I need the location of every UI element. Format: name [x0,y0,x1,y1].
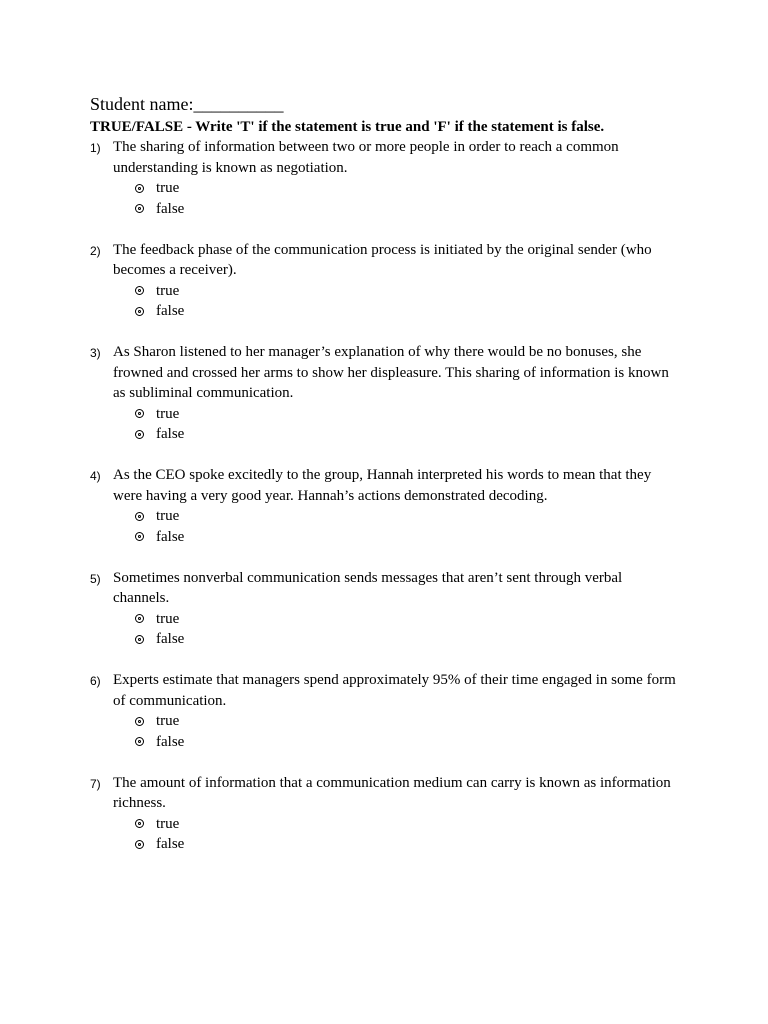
answer-option-true[interactable] [135,178,690,199]
answer-option-false[interactable] [135,629,690,650]
answer-option-label: false [156,631,185,647]
answer-option-label: true [156,713,180,729]
question-text: Experts estimate that managers spend approximately 95% of their time engaged in some form of communication. [113,672,676,709]
question-item [90,670,690,752]
radio-icon[interactable] [135,184,144,193]
answer-option-true[interactable] [135,404,690,425]
question-text: The amount of information that a communication medium can carry is known as information richness. [113,774,671,811]
answer-option-false[interactable] [135,301,690,322]
radio-icon[interactable] [135,840,144,849]
answer-option-label: true [156,815,180,832]
question-number: 4) [90,469,101,483]
answer-option-label: false [156,836,185,852]
answer-option-label: true [156,282,180,299]
radio-icon[interactable] [135,819,144,828]
radio-icon[interactable] [135,204,144,213]
answer-options [113,814,690,855]
question-number: 3) [90,346,101,360]
answer-option-label: false [156,200,185,217]
answer-options [113,281,690,322]
question-item [90,342,690,445]
answer-option-false[interactable] [135,527,690,548]
answer-option-label: false [156,733,185,750]
answer-option-true[interactable] [135,711,690,732]
question-number: 7) [90,776,101,791]
radio-icon[interactable] [135,430,144,439]
answer-option-false[interactable] [135,199,690,220]
radio-icon[interactable] [135,512,144,521]
radio-icon[interactable] [135,532,144,541]
radio-icon[interactable] [135,307,144,316]
radio-icon[interactable] [135,737,144,746]
question-item [90,568,690,650]
question-text: As Sharon listened to her manager’s explanation of why there would be no bonuses, she frowned and crossed her arms to show her displeasure. This sharing of information is known as subliminal communication. [113,344,669,401]
student-name-label: Student name:__________ [90,94,284,114]
instructions: TRUE/FALSE - Write 'T' if the statement is true and 'F' if the statement is false. [90,119,605,135]
answer-options [113,711,690,752]
radio-icon[interactable] [135,717,144,726]
question-item [90,137,690,219]
question-item [90,465,690,547]
question-item [90,240,690,322]
answer-option-false[interactable] [135,732,690,753]
answer-options [113,506,690,547]
radio-icon[interactable] [135,635,144,644]
answer-option-label: true [156,405,180,422]
radio-icon[interactable] [135,409,144,418]
question-text: The sharing of information between two or more people in order to reach a common understanding is known as negotiation. [113,139,619,176]
answer-options [113,609,690,650]
answer-options [113,178,690,219]
answer-option-false[interactable] [135,834,690,855]
answer-option-label: true [156,180,180,196]
question-text: The feedback phase of the communication process is initiated by the original sender (who becomes a receiver). [113,241,652,278]
answer-option-label: false [156,426,185,442]
radio-icon[interactable] [135,614,144,623]
question-number: 5) [90,571,101,586]
answer-option-true[interactable] [135,814,690,835]
answer-options [113,404,690,445]
answer-option-label: false [156,303,185,319]
answer-option-false[interactable] [135,424,690,445]
question-number: 6) [90,674,101,688]
question-list [90,137,690,855]
document-page [90,93,690,875]
answer-option-true[interactable] [135,506,690,527]
radio-icon[interactable] [135,286,144,295]
answer-option-label: true [156,610,180,627]
answer-option-label: true [156,508,180,524]
question-number: 2) [90,243,101,258]
question-number: 1) [90,141,101,155]
answer-option-true[interactable] [135,281,690,302]
question-text: Sometimes nonverbal communication sends messages that aren’t sent through verbal channels. [113,569,623,606]
question-text: As the CEO spoke excitedly to the group, Hannah interpreted his words to mean that they were having a very good year. Hannah’s actions demonstrated decoding. [113,467,652,504]
question-item [90,773,690,855]
answer-option-label: false [156,528,185,545]
answer-option-true[interactable] [135,609,690,630]
